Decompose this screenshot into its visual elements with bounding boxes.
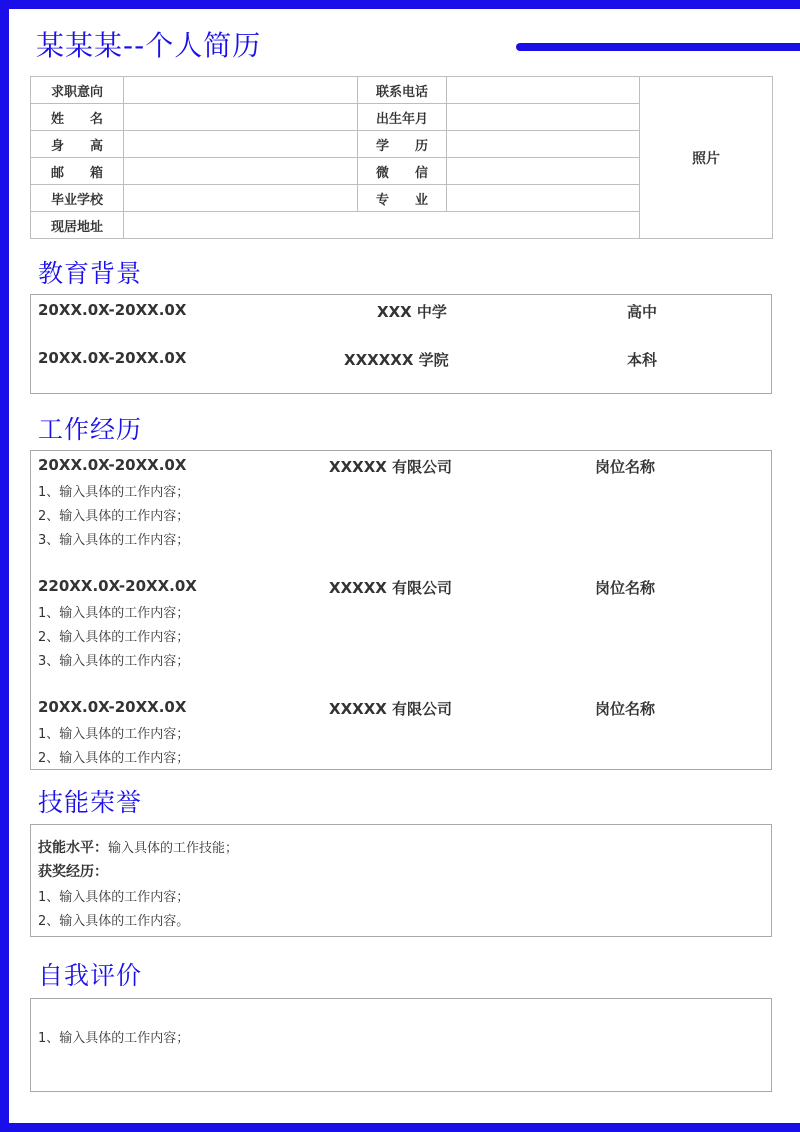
value-major[interactable] [447, 185, 640, 212]
section-title-education: 教育背景 [38, 259, 143, 288]
value-birth[interactable] [447, 104, 640, 131]
header-accent-line [516, 43, 800, 51]
value-address[interactable] [124, 212, 640, 239]
education-period: 20XX.0X-20XX.0X [38, 349, 187, 367]
work-item: 2、输入具体的工作内容； [38, 509, 190, 524]
work-period: 20XX.0X-20XX.0X [38, 456, 187, 474]
education-entry [31, 349, 771, 369]
label-email: 邮 箱 [31, 158, 124, 185]
self-eval-box [30, 998, 772, 1092]
skill-line [38, 837, 238, 857]
section-title-self-eval: 自我评价 [38, 961, 143, 990]
education-period: 20XX.0X-20XX.0X [38, 301, 187, 319]
work-item: 1、输入具体的工作内容； [38, 606, 190, 621]
value-height[interactable] [124, 131, 358, 158]
self-eval-text: 1、输入具体的工作内容； [38, 1031, 190, 1046]
label-name: 姓 名 [31, 104, 124, 131]
work-position: 岗位名称 [595, 700, 656, 718]
label-height: 身 高 [31, 131, 124, 158]
work-period: 20XX.0X-20XX.0X [38, 698, 187, 716]
photo-placeholder[interactable]: 照片 [640, 77, 773, 239]
work-item: 1、输入具体的工作内容； [38, 485, 190, 500]
label-birth: 出生年月 [358, 104, 447, 131]
value-name[interactable] [124, 104, 358, 131]
awards-label: 获奖经历： [38, 864, 108, 880]
personal-info-table [30, 76, 773, 239]
work-company: XXXXX 有限公司 [329, 458, 453, 476]
value-job-intention[interactable] [124, 77, 358, 104]
label-phone: 联系电话 [358, 77, 447, 104]
value-email[interactable] [124, 158, 358, 185]
label-wechat: 微 信 [358, 158, 447, 185]
value-phone[interactable] [447, 77, 640, 104]
work-box [30, 450, 772, 770]
label-address: 现居地址 [31, 212, 124, 239]
work-position: 岗位名称 [595, 579, 656, 597]
education-school: XXX 中学 [377, 303, 447, 321]
resume-title: 某某某--个人简历 [36, 29, 262, 62]
education-entry [31, 301, 771, 321]
work-company: XXXXX 有限公司 [329, 700, 453, 718]
label-job-intention: 求职意向 [31, 77, 124, 104]
value-wechat[interactable] [447, 158, 640, 185]
work-entry-header [31, 698, 771, 718]
work-company: XXXXX 有限公司 [329, 579, 453, 597]
label-major: 专 业 [358, 185, 447, 212]
award-item: 2、输入具体的工作内容。 [38, 914, 190, 929]
education-degree: 高中 [627, 303, 658, 321]
work-entry-header [31, 456, 771, 476]
work-item: 2、输入具体的工作内容； [38, 751, 190, 766]
work-period: 220XX.0X-20XX.0X [38, 577, 197, 595]
label-education: 学 历 [358, 131, 447, 158]
work-position: 岗位名称 [595, 458, 656, 476]
education-box [30, 294, 772, 394]
skills-box [30, 824, 772, 937]
education-degree: 本科 [627, 351, 658, 369]
work-item: 3、输入具体的工作内容； [38, 533, 190, 548]
label-school: 毕业学校 [31, 185, 124, 212]
section-title-skills: 技能荣誉 [38, 788, 143, 817]
work-item: 1、输入具体的工作内容； [38, 727, 190, 742]
award-item: 1、输入具体的工作内容； [38, 890, 190, 905]
section-title-work: 工作经历 [38, 415, 143, 444]
work-entry-header [31, 577, 771, 597]
work-item: 3、输入具体的工作内容； [38, 654, 190, 669]
value-education[interactable] [447, 131, 640, 158]
skill-label: 技能水平： [38, 840, 108, 856]
value-school[interactable] [124, 185, 358, 212]
work-item: 2、输入具体的工作内容； [38, 630, 190, 645]
skill-text: 输入具体的工作技能； [108, 841, 239, 856]
education-school: XXXXXX 学院 [344, 351, 449, 369]
